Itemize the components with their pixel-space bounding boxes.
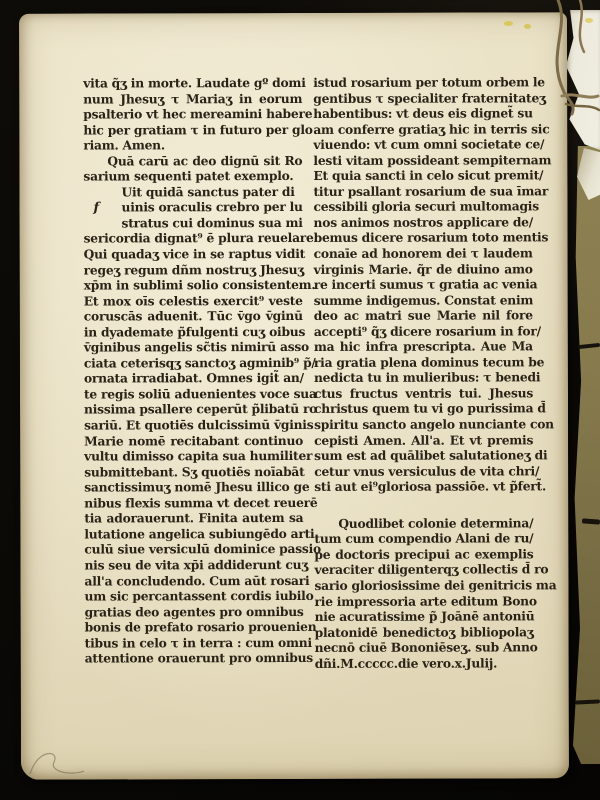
text-line: sario gloriosissime dei genitricis ma	[314, 577, 557, 593]
text-line: all'a concludendo. Cum aūt rosari	[84, 572, 310, 589]
text-line: nie acuratissime p̃ Joānē antoniū	[314, 608, 535, 624]
text-line: conaīe ad honorem dei τ laudem	[313, 245, 533, 261]
text-line: cepisti Amen. All'a. Et vt premis	[314, 431, 534, 448]
initial-guide-letter: f	[93, 200, 100, 216]
text-line: nos animos nostros applicare de/	[313, 214, 534, 230]
text-line: coruscās aduenit. Tūc v̄go v̄ginū	[83, 308, 303, 324]
adjacent-leaf-edge	[573, 146, 600, 764]
text-line: Quodlibet colonie determina/	[338, 515, 534, 531]
book-page	[19, 12, 569, 779]
text-line: ma hic infra prescripta. Aue Ma	[313, 338, 533, 355]
text-line: istud rosarium per totum orbem le	[313, 74, 545, 90]
text-line: Et mox oīs celestis exercit⁹ veste	[83, 292, 303, 309]
text-line: re incerti sumus τ gratia ac venia	[313, 276, 538, 293]
text-line: ciata ceterisqʒ sanctoʒ agminib⁹ p̃/	[83, 354, 316, 371]
text-line: ornata irradiabat. Omnes igit̃ an/	[83, 370, 304, 386]
text-line: vultu dimisso capita sua humiliter	[84, 448, 313, 464]
text-line: Marie nomē recitabant continuo	[84, 432, 304, 449]
text-line: sarium sequenti patet exemplo.	[83, 168, 294, 184]
text-line: v̄ginibus angelis sc̃tis nimirū asso	[83, 339, 310, 355]
text-line: platonidē benedictoʒ bibliopolaʒ	[314, 623, 534, 640]
text-line: am conferre gratiaʒ hic in terris sic	[313, 120, 550, 137]
text-column-left	[83, 74, 321, 672]
text-line: virginis Marie. q̃r de diuino amo	[313, 260, 533, 277]
text-line: veraciter diligenterqʒ collectis d̄ ro	[314, 561, 549, 578]
text-block	[83, 74, 557, 671]
text-line: sericordia dignat⁹ ē plura reuelare	[83, 230, 314, 247]
wax-stain	[504, 21, 513, 26]
text-line: gentibus τ specialiter fraternitateʒ	[313, 89, 546, 106]
text-line: num Jhesuʒ τ Mariaʒ in eorum	[83, 90, 303, 107]
text-line: summe indigemus. Constat enim	[313, 292, 534, 308]
text-line: dñi.M.ccccc.die vero.x.Julij.	[314, 655, 498, 671]
text-line: sariū. Et quotiēs dulcissimū v̄ginis	[84, 416, 314, 433]
text-line: sum est ad quālibet salutationeʒ di	[314, 447, 548, 464]
text-line: riam. Amen.	[83, 137, 165, 153]
paragraph	[313, 74, 554, 495]
text-line: titur psallant rosarium de sua īmar	[313, 183, 549, 199]
text-line: ctus fructus ventris tui. Jhesus	[313, 385, 534, 401]
text-line: lesti vitam possideant sempiternam	[313, 152, 552, 168]
text-line: nibus flexis summa vt decet reuerē	[84, 494, 318, 511]
text-line: xp̄m in sublimi solio consistentem.	[83, 277, 316, 293]
text-line: stratus cui dominus sua mi	[121, 214, 303, 231]
text-line: necnō ciuē Bononiēseʒ. sub Anno	[314, 639, 538, 656]
corner-scribble	[24, 742, 94, 787]
text-line: nis seu de vita xp̄i addiderunt cuʒ	[84, 556, 309, 573]
text-line: cetur vnus versiculus de vita chri/	[314, 463, 540, 479]
text-line: hic per gratiam τ in futuro per glo	[83, 121, 313, 138]
text-line: um sic percantassent cordis iubilo	[84, 587, 314, 604]
text-line: Quā carū ac deo dignū sit Ro	[107, 152, 303, 169]
text-line: regeʒ regum dñm nostruʒ Jhesuʒ	[83, 261, 304, 278]
text-line: Et quia sancti in celo sicut premit/	[313, 167, 544, 184]
paragraph	[314, 515, 557, 671]
binding-threads	[528, 0, 600, 130]
text-line: cessibili gloria securi multomagis	[313, 198, 539, 215]
text-line: attentione orauerunt pro omnibus	[84, 650, 313, 666]
text-line: sanctissimuʒ nomē Jhesu illico ge	[84, 479, 310, 495]
text-line: bemus dicere rosarium toto mentis	[313, 229, 549, 246]
text-line: vita q̃ʒ in morte. Laudate gº domi	[83, 74, 306, 91]
text-line: accepti⁹ q̃ʒ dicere rosarium in for/	[313, 323, 541, 339]
text-line: submittebant. Sʒ quotiēs noīabāt	[84, 463, 305, 480]
text-line: lutatione angelica subiungēdo arti	[84, 525, 315, 542]
paragraph	[83, 183, 321, 667]
text-line: nedicta tu in mulieribus: τ benedi	[313, 369, 541, 386]
text-line: habentibus: vt deus eis dignet̃ su	[313, 105, 533, 122]
text-line: nissima psallere ceperūt p̃libatū ro	[84, 401, 318, 418]
text-line: psalterio vt hec mereamini habere	[83, 106, 313, 122]
text-line: christus quem tu vi go purissima d̄	[314, 400, 546, 417]
text-line: gratias deo agentes pro omnibus	[84, 603, 304, 620]
text-line: culū siue versiculū dominice passio	[84, 541, 321, 557]
text-line: viuendo: vt cum omni societate ce/	[313, 136, 545, 153]
text-line: sti aut ei⁹gloriosa passiōe. vt p̃fert̃.	[314, 478, 546, 495]
text-line: spiritu sancto angelo nunciante con	[314, 416, 554, 432]
text-line: tibus in celo τ in terra : cum omni	[84, 634, 312, 651]
paragraph	[83, 153, 302, 185]
text-line: tum cum compendio Alani de ru/	[314, 530, 534, 547]
text-line: Uit quidā sanctus pater di	[121, 183, 295, 200]
text-line: tia adorauerunt. Finita autem sa	[84, 510, 304, 526]
text-line: uinis oraculis crebro per lu	[121, 199, 303, 215]
text-line: pe doctoris precipui ac exemplis	[314, 546, 534, 562]
text-column-right	[313, 74, 557, 671]
text-line: rie impressoria arte editum Bono	[314, 592, 537, 609]
text-line: in dyademate p̃fulgenti cuʒ oibus	[83, 323, 306, 340]
text-line: deo ac matri sue Marie nil fore	[313, 307, 533, 324]
text-line: ria gratia plena dominus tecum be	[313, 354, 545, 370]
text-line: bonis de prefato rosario prouenien	[84, 619, 317, 635]
paragraph	[83, 74, 313, 153]
text-line: te regis soliū aduenientes voce sua	[83, 385, 317, 402]
text-line: Qui quadaʒ vice in se raptus vidit	[83, 245, 306, 262]
